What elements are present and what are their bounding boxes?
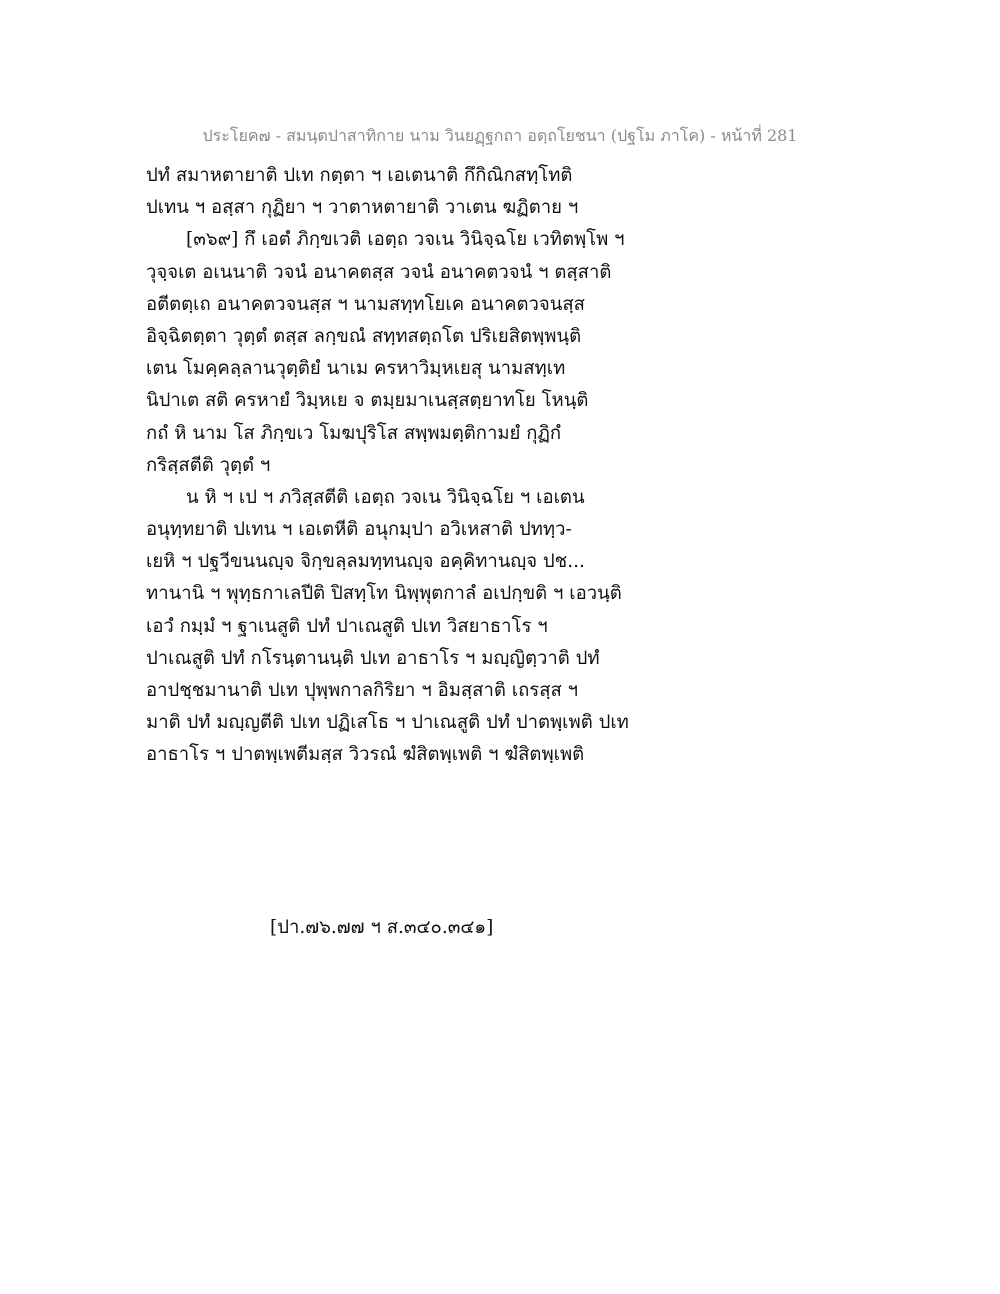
text-line: มาติ ปทํ มญฺญตีติ ปเท ปฏิเสโธ ฯ ปาเณสูติ ปทํ ปาตพฺเพติ ปเท — [146, 712, 629, 734]
text-line: อนุทฺทยาติ ปเทน ฯ เอเตหีติ อนุกมฺปา อวิเหสาติ ปททฺว- — [146, 519, 572, 541]
text-line: นิปาเต สติ ครหายํ วิมฺหเย จ ตมฺยมาเนสฺสตฺยาทโย โหนฺติ — [146, 390, 589, 412]
reference-citation: [ปา.๗๖.๗๗ ฯ ส.๓๔๐.๓๔๑] — [270, 917, 494, 938]
page-header: ประโยค๗ - สมนฺตปาสาทิกาย นาม วินยฏฺฐกถา อตฺถโยชนา (ปฐโม ภาโค) - หน้าที่ 281 — [202, 126, 798, 145]
text-line: เตน โมคฺคลฺลานวุตฺติยํ นาเม ครหาวิมฺหเยสุ นามสทฺเท — [146, 358, 566, 380]
text-line: วุจฺจเต อเนนาติ วจนํ อนาคตสฺส วจนํ อนาคตวจนํ ฯ ตสฺสาติ — [146, 261, 612, 283]
paragraph-start-line: น หิ ฯ เป ฯ ภวิสฺสตีติ เอตฺถ วจเน วินิจฺฉโย ฯ เอเตน — [186, 486, 585, 508]
text-line: อาธาโร ฯ ปาตพฺเพตีมสฺส วิวรณํ ฆํสิตพฺเพติ ฯ ฆํสิตพฺเพติ — [146, 744, 585, 766]
text-line: เยหิ ฯ ปฐวีขนนญฺจ จิกฺขลฺลมทฺทนญฺจ อคฺคิทานญฺจ ปช... — [146, 551, 585, 573]
text-line: ปเทน ฯ อสฺสา กุฏิยา ฯ วาตาหตายาติ วาเตน ฆฏิตาย ฯ — [146, 197, 579, 219]
text-line: อิจฺฉิตตฺตา วุตฺตํ ตสฺส ลกฺขณํ สทฺทสตฺถโต ปริเยสิตพฺพนฺติ — [146, 325, 582, 347]
text-line: อตีตตฺเถ อนาคตวจนสฺส ฯ นามสทฺทโยเค อนาคตวจนสฺส — [146, 293, 585, 315]
text-line: ปาเณสูติ ปทํ กโรนฺตานนฺติ ปเท อาธาโร ฯ มญฺญิตฺวาติ ปทํ — [146, 647, 600, 669]
text-line: ปทํ สมาหตายาติ ปเท กตฺตา ฯ เอเตนาติ กึกิณิกสทฺโทติ — [146, 165, 573, 186]
text-line: เอวํ กมฺมํ ฯ ฐาเนสูติ ปทํ ปาเณสูติ ปเท วิสยาธาโร ฯ — [146, 615, 548, 637]
body-text — [146, 160, 646, 772]
text-line: ทานานิ ฯ พุทฺธกาเลปีติ ปิสทฺโท นิพฺพุตกาลํ อเปกฺขติ ฯ เอวนฺติ — [146, 583, 622, 605]
paragraph-start-line: [๓๖๙] กึ เอตํ ภิกฺขเวติ เอตฺถ วจเน วินิจฺฉโย เวทิตพฺโพ ฯ — [186, 229, 625, 251]
text-line: อาปชฺชมานาติ ปเท ปุพฺพกาลกิริยา ฯ อิมสฺสาติ เถรสฺส ฯ — [146, 680, 579, 701]
text-line: กริสฺสตีติ วุตฺตํ ฯ — [146, 454, 271, 476]
text-line: กถํ หิ นาม โส ภิกฺขเว โมฆปุริโส สพฺพมตฺติกามยํ กุฏิกํ — [146, 422, 562, 444]
